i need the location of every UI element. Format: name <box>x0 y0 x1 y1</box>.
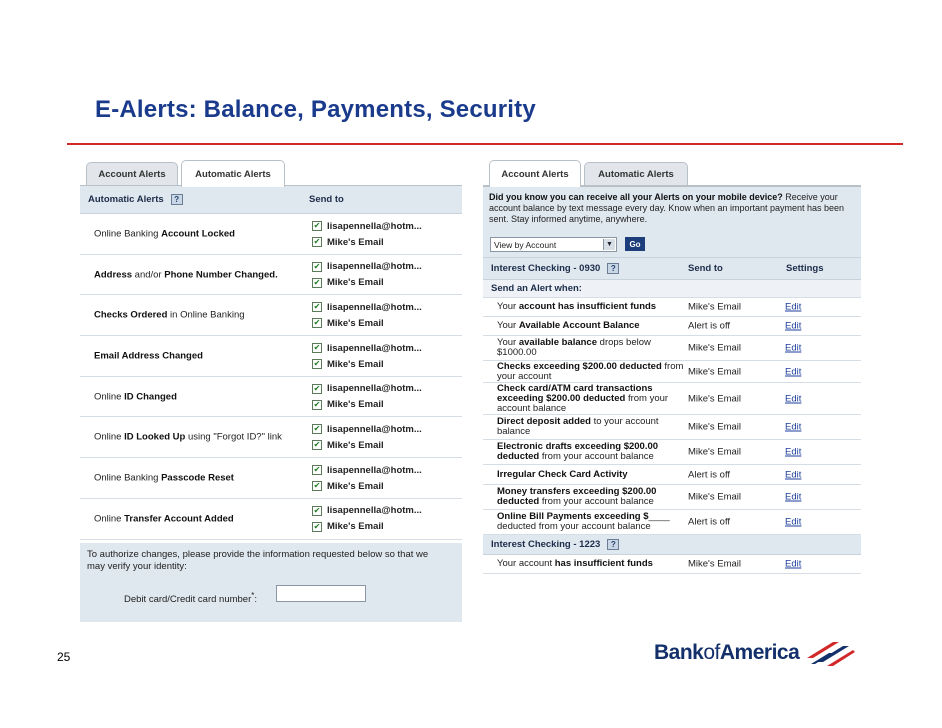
help-icon[interactable]: ? <box>607 263 619 274</box>
chevron-down-icon[interactable]: ▼ <box>603 239 615 250</box>
send-to-label: Mike's Email <box>327 399 384 411</box>
send-to-email-2[interactable] <box>312 275 422 291</box>
alert-text: to your account balance <box>497 416 659 437</box>
account-alerts-panel <box>483 160 861 607</box>
send-to-email-2[interactable] <box>312 478 422 494</box>
send-to-email-1[interactable] <box>312 218 422 234</box>
alert-description <box>497 442 685 462</box>
alert-send-to: Alert is off <box>688 516 731 528</box>
alert-name-bold: Address <box>94 269 133 281</box>
header-send-to: Send to <box>688 263 723 274</box>
send-to-label: Mike's Email <box>327 480 384 492</box>
checkbox-checked-icon[interactable]: ✔ <box>313 440 321 450</box>
view-by-select[interactable] <box>490 237 617 252</box>
alert-text-bold: available balance <box>518 337 598 348</box>
alert-send-to: Mike's Email <box>688 393 742 404</box>
flag-logo-icon <box>803 640 855 666</box>
alert-text: ____ deducted from your account balance <box>497 511 670 532</box>
account-header-1223 <box>483 535 861 555</box>
go-button[interactable]: Go <box>625 237 645 251</box>
alert-text: drops below $1000.00 <box>497 337 651 358</box>
alert-row <box>80 417 462 458</box>
checkbox-checked-icon[interactable]: ✔ <box>313 221 321 230</box>
checkbox-checked-icon[interactable]: ✔ <box>313 318 321 328</box>
edit-link[interactable]: Edit <box>785 558 802 570</box>
alert-name-text: and/or <box>132 269 165 281</box>
account-alerts-list <box>483 298 861 535</box>
alert-name <box>94 472 234 483</box>
promo-headline: Did you know you can receive all your Alerts on your mobile device? <box>489 192 783 202</box>
alert-setting-row <box>483 361 861 383</box>
alert-name <box>94 391 177 402</box>
alert-row <box>80 458 462 499</box>
alert-row <box>80 377 462 418</box>
send-to-label: lisapennella@hotm... <box>327 464 422 476</box>
help-icon[interactable]: ? <box>607 539 619 550</box>
send-to-label: lisapennella@hotm... <box>327 261 422 273</box>
alert-setting-row <box>483 415 861 440</box>
send-to-email-2[interactable] <box>312 356 422 372</box>
send-to-label: lisapennella@hotm... <box>327 220 422 232</box>
alert-send-to: Mike's Email <box>688 491 742 503</box>
send-to-options <box>312 259 422 291</box>
edit-link[interactable]: Edit <box>785 320 802 332</box>
alert-send-to: Alert is off <box>688 469 731 480</box>
alert-text: from your account balance <box>539 496 654 507</box>
right-tab-bar <box>483 160 861 186</box>
alert-name <box>94 350 203 361</box>
checkbox-checked-icon[interactable]: ✔ <box>313 383 321 393</box>
alert-text-bold: Checks exceeding $200.00 deducted <box>497 360 662 372</box>
send-to-label: Mike's Email <box>327 439 384 451</box>
alert-text: Your <box>497 301 519 312</box>
alert-text: from your account balance <box>497 392 669 414</box>
alert-text: Your account <box>497 558 555 569</box>
tab-automatic-alerts[interactable]: Automatic Alerts <box>181 160 285 187</box>
send-to-label: lisapennella@hotm... <box>327 342 422 354</box>
account-name: Interest Checking - 1223 <box>491 539 601 550</box>
checkbox-checked-icon[interactable]: ✔ <box>313 261 321 271</box>
alert-row <box>80 255 462 296</box>
alert-text-bold: Available Account Balance <box>518 320 640 331</box>
alert-send-to: Mike's Email <box>688 342 742 354</box>
alert-setting-row <box>483 465 861 485</box>
send-to-email-2[interactable] <box>312 234 422 250</box>
send-to-options <box>312 218 422 250</box>
checkbox-checked-icon[interactable]: ✔ <box>313 277 321 287</box>
edit-link[interactable]: Edit <box>785 421 802 433</box>
tab-automatic-alerts[interactable]: Automatic Alerts <box>584 162 688 186</box>
tab-account-alerts[interactable]: Account Alerts <box>489 160 581 187</box>
view-by-select-value: View by Account <box>494 239 557 250</box>
send-to-options <box>312 340 422 372</box>
alert-row <box>80 295 462 336</box>
tab-account-alerts[interactable]: Account Alerts <box>86 162 178 186</box>
send-to-options <box>312 381 422 413</box>
checkbox-checked-icon[interactable]: ✔ <box>313 302 321 312</box>
alert-name <box>94 269 278 280</box>
alert-text: Your <box>497 337 519 348</box>
alert-name-bold: Checks Ordered <box>94 309 168 321</box>
send-to-label: lisapennella@hotm... <box>327 301 422 313</box>
send-to-options <box>312 503 422 535</box>
promo-text: Receive your account balance by text message every day. Know when an important payment has been sent. Stay informed anytime, anywhere. <box>489 192 845 224</box>
alert-text-bold: account <box>518 301 556 312</box>
account-name: Interest Checking - 0930 <box>491 263 601 274</box>
header-settings: Settings <box>786 263 824 274</box>
send-to-label: Mike's Email <box>327 358 384 370</box>
alert-setting-row <box>483 510 861 535</box>
send-to-email-1[interactable] <box>312 462 422 478</box>
help-icon[interactable]: ? <box>171 194 183 205</box>
alert-name-bold: Email Address Changed <box>94 350 203 362</box>
alert-name-text: Online <box>94 431 125 443</box>
alert-description <box>497 302 685 312</box>
alert-setting-row <box>483 298 861 317</box>
alert-description <box>497 487 685 507</box>
edit-link[interactable]: Edit <box>785 301 802 313</box>
send-to-email-2[interactable] <box>312 397 422 413</box>
send-to-email-2[interactable] <box>312 315 422 331</box>
logo-wordmark: BankofAmerica <box>654 641 800 664</box>
authorization-text: To authorize changes, please provide the information requested below so that we may verify your identity: <box>87 548 429 572</box>
alert-setting-row <box>483 383 861 415</box>
send-to-options <box>312 462 422 494</box>
alert-name-bold: Account Locked <box>161 228 235 240</box>
alert-name-text: in Online Banking <box>167 309 245 321</box>
alert-setting-row <box>483 485 861 510</box>
send-to-email-1[interactable] <box>312 259 422 275</box>
alert-row <box>80 499 462 540</box>
mobile-promo <box>483 186 861 232</box>
checkbox-checked-icon[interactable]: ✔ <box>313 343 321 353</box>
alert-name <box>94 513 234 524</box>
checkbox-checked-icon[interactable]: ✔ <box>313 521 321 531</box>
alert-text-bold: has insufficient funds <box>554 558 653 569</box>
alert-send-to: Mike's Email <box>688 446 742 458</box>
alert-description <box>497 470 685 480</box>
left-tab-bar <box>80 160 462 186</box>
alert-description <box>497 512 685 532</box>
card-number-input[interactable] <box>276 585 366 602</box>
alert-name-bold: Transfer Account Added <box>124 513 234 525</box>
send-to-label: Mike's Email <box>327 236 384 248</box>
alert-name-text: Online <box>94 391 125 403</box>
alert-name-text: using "Forgot ID?" link <box>185 431 282 443</box>
slide-title: E-Alerts: Balance, Payments, Security <box>95 96 536 123</box>
alert-text: from your account balance <box>539 451 654 462</box>
checkbox-checked-icon[interactable]: ✔ <box>313 505 321 515</box>
title-divider <box>67 143 903 145</box>
alert-name-text: Online Banking <box>94 228 162 240</box>
alert-name-bold: ID Looked Up <box>124 431 186 443</box>
alert-text-bold: Money transfers exceeding $200.00 deducted <box>497 486 657 507</box>
header-automatic-alerts: Automatic Alerts <box>88 194 164 205</box>
alert-description <box>497 384 685 414</box>
header-send-to: Send to <box>309 194 344 205</box>
alert-send-to: Mike's Email <box>688 366 742 377</box>
bank-of-america-logo <box>654 640 855 666</box>
alert-text-bold: Check card/ATM card transactions exceeding $200.00 deducted <box>497 382 653 404</box>
alert-send-to: Alert is off <box>688 320 731 332</box>
account-alerts-list-2 <box>483 555 861 574</box>
alert-name-bold: ID Changed <box>124 391 177 403</box>
edit-link[interactable]: Edit <box>785 469 802 480</box>
alert-row <box>80 214 462 255</box>
send-to-label: lisapennella@hotm... <box>327 423 422 435</box>
alert-description <box>497 321 685 331</box>
card-number-label-text: Debit card/Credit card number <box>124 593 252 605</box>
checkbox-checked-icon[interactable]: ✔ <box>313 359 321 369</box>
send-to-label: lisapennella@hotm... <box>327 383 422 395</box>
automatic-alerts-list <box>80 214 462 540</box>
alert-setting-row <box>483 440 861 465</box>
alert-name <box>94 310 245 321</box>
send-to-email-2[interactable] <box>312 519 422 535</box>
send-to-label: Mike's Email <box>327 521 384 533</box>
alert-send-to: Mike's Email <box>688 421 742 433</box>
checkbox-checked-icon[interactable]: ✔ <box>313 424 321 434</box>
automatic-alerts-header <box>80 186 462 214</box>
authorization-box <box>80 543 462 623</box>
send-to-email-1[interactable] <box>312 299 422 315</box>
send-to-label: Mike's Email <box>327 277 384 289</box>
checkbox-checked-icon[interactable]: ✔ <box>313 481 321 491</box>
page-number: 25 <box>57 650 71 664</box>
send-to-email-1[interactable] <box>312 421 422 437</box>
edit-link[interactable]: Edit <box>785 366 802 377</box>
send-to-label: lisapennella@hotm... <box>327 505 422 517</box>
edit-link[interactable]: Edit <box>785 342 802 354</box>
alert-description <box>497 417 685 437</box>
edit-link[interactable]: Edit <box>785 446 802 458</box>
edit-link[interactable]: Edit <box>785 393 802 404</box>
alert-setting-row <box>483 555 861 574</box>
alert-row <box>80 336 462 377</box>
alert-setting-row <box>483 317 861 336</box>
alert-text: Your <box>497 320 519 331</box>
alert-description <box>497 362 685 382</box>
send-to-options <box>312 299 422 331</box>
checkbox-checked-icon[interactable]: ✔ <box>313 465 321 475</box>
send-to-label: Mike's Email <box>327 317 384 329</box>
alert-text-bold: has insufficient funds <box>557 301 657 312</box>
alert-text-bold: Irregular Check Card Activity <box>497 468 628 480</box>
label-colon: : <box>254 593 257 605</box>
alert-text: from your account <box>497 360 684 382</box>
alert-text-bold: Online Bill Payments exceeding $ <box>497 511 649 522</box>
required-asterisk: * <box>251 590 255 600</box>
alert-text-bold: Electronic drafts exceeding $200.00 deducted <box>497 441 659 462</box>
edit-link[interactable]: Edit <box>785 516 802 528</box>
alert-send-to: Mike's Email <box>688 558 742 570</box>
alert-name <box>94 228 235 239</box>
send-to-email-1[interactable] <box>312 381 422 397</box>
send-to-email-1[interactable] <box>312 340 422 356</box>
alert-name <box>94 432 282 443</box>
alert-setting-row <box>483 336 861 361</box>
alert-name-bold: Passcode Reset <box>161 472 234 484</box>
alert-name-bold: Phone Number Changed. <box>164 269 278 281</box>
automatic-alerts-panel <box>80 160 462 622</box>
card-number-label <box>124 591 257 605</box>
alert-text-bold: Direct deposit added <box>497 416 591 427</box>
alert-description <box>497 559 685 569</box>
checkbox-checked-icon[interactable]: ✔ <box>313 399 321 409</box>
alert-send-to: Mike's Email <box>688 301 742 313</box>
view-bar <box>483 232 861 258</box>
account-header-0930 <box>483 258 861 280</box>
send-to-email-1[interactable] <box>312 503 422 519</box>
send-alert-when-label: Send an Alert when: <box>483 280 861 298</box>
alert-name-text: Online <box>94 513 125 525</box>
alert-name-text: Online Banking <box>94 472 162 484</box>
edit-link[interactable]: Edit <box>785 491 802 503</box>
checkbox-checked-icon[interactable]: ✔ <box>313 237 321 246</box>
alert-description <box>497 338 685 358</box>
send-to-email-2[interactable] <box>312 437 422 453</box>
send-to-options <box>312 421 422 453</box>
